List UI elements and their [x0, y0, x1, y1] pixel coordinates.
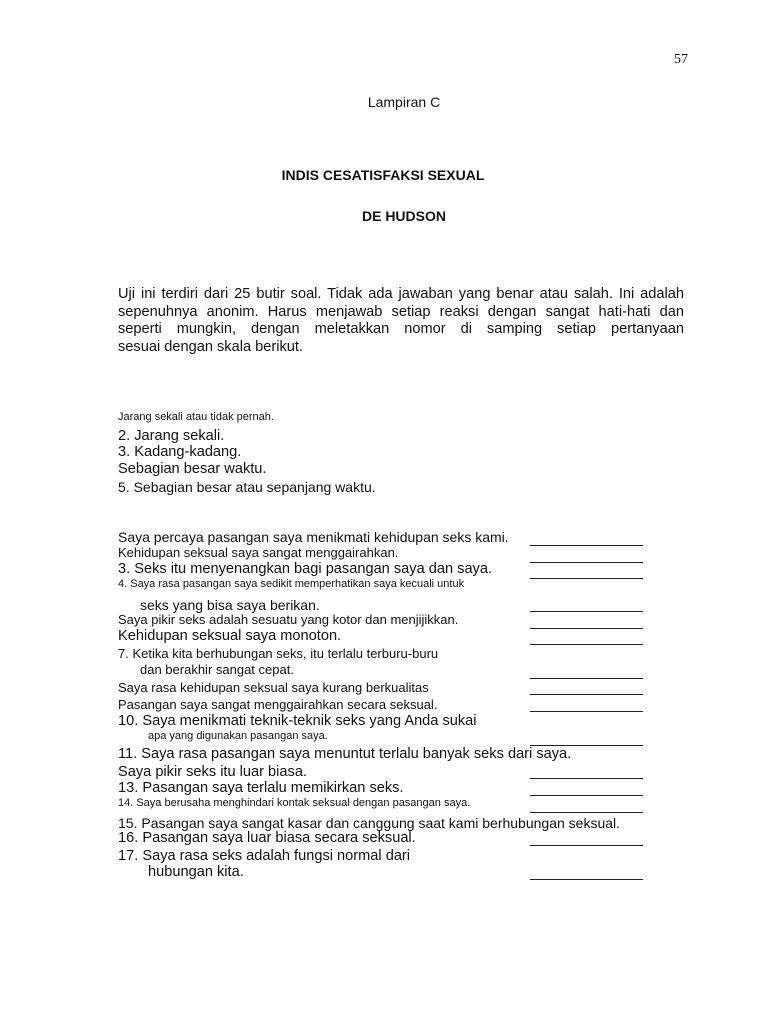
question-item: dan berakhir sangat cepat.	[140, 662, 294, 677]
question-item: Saya pikir seks itu luar biasa.	[118, 764, 307, 780]
intro-line: Uji ini terdiri dari 25 butir soal. Tidak ada jawaban yang benar atau salah. Ini adalah	[118, 286, 684, 302]
question-item: 10. Saya menikmati teknik-teknik seks yang Anda sukai	[118, 713, 477, 729]
scale-item-3: 3. Kadang-kadang.	[118, 444, 242, 460]
scale-item-1: Jarang sekali atau tidak pernah.	[118, 411, 274, 423]
answer-blank[interactable]	[530, 694, 643, 695]
question-item: 4. Saya rasa pasangan saya sedikit memperhatikan saya kecuali untuk	[118, 578, 465, 590]
answer-blank[interactable]	[530, 778, 643, 779]
question-item: Saya percaya pasangan saya menikmati kehidupan seks kami.	[118, 529, 509, 545]
intro-line: seperti mungkin, dengan meletakkan nomor di samping setiap pertanyaan	[118, 321, 684, 337]
question-item: Saya pikir seks adalah sesuatu yang kotor dan menjijikkan.	[118, 612, 459, 627]
answer-blank[interactable]	[530, 879, 643, 880]
question-item: hubungan kita.	[148, 864, 244, 880]
answer-blank[interactable]	[530, 578, 643, 579]
scale-item-5: 5. Sebagian besar atau sepanjang waktu.	[118, 479, 376, 495]
appendix-label: Lampiran C	[367, 94, 441, 110]
question-item: 11. Saya rasa pasangan saya menuntut terlalu banyak seks dari saya.	[118, 746, 572, 762]
answer-blank[interactable]	[530, 628, 643, 629]
scale-item-2: 2. Jarang sekali.	[118, 428, 225, 444]
question-item: Kehidupan seksual saya monoton.	[118, 628, 342, 644]
question-item: 13. Pasangan saya terlalu memikirkan seks.	[118, 780, 404, 796]
question-item: 3. Seks itu menyenangkan bagi pasangan saya dan saya.	[118, 561, 493, 577]
intro-paragraph	[118, 286, 684, 356]
question-item: Saya rasa kehidupan seksual saya kurang berkualitas	[118, 680, 429, 695]
answer-blank[interactable]	[530, 812, 643, 813]
document-title: INDIS CESATISFAKSI SEXUAL	[281, 167, 485, 183]
question-item: apa yang digunakan pasangan saya.	[148, 730, 328, 742]
answer-blank[interactable]	[530, 562, 643, 563]
question-item: seks yang bisa saya berikan.	[140, 597, 320, 613]
intro-line: sepenuhnya anonim. Harus menjawab setiap reaksi dengan sangat hati-hati dan	[118, 303, 684, 320]
document-subtitle: DE HUDSON	[361, 208, 446, 224]
question-item: 17. Saya rasa seks adalah fungsi normal dari	[118, 848, 411, 864]
intro-line: sesuai dengan skala berikut.	[118, 338, 303, 355]
answer-blank[interactable]	[530, 711, 643, 712]
question-item: 7. Ketika kita berhubungan seks, itu terlalu terburu-buru	[118, 646, 439, 661]
answer-blank[interactable]	[530, 644, 643, 645]
answer-blank[interactable]	[530, 678, 643, 679]
question-item: 15. Pasangan saya sangat kasar dan canggung saat kami berhubungan seksual.	[118, 815, 621, 831]
answer-blank[interactable]	[530, 611, 643, 612]
question-item: Pasangan saya sangat menggairahkan secara seksual.	[118, 697, 438, 712]
page-number: 57	[674, 52, 688, 67]
question-item: Kehidupan seksual saya sangat menggairahkan.	[118, 545, 399, 560]
answer-blank[interactable]	[530, 845, 643, 846]
answer-blank[interactable]	[530, 545, 643, 546]
question-item: 16. Pasangan saya luar biasa secara seksual.	[118, 830, 416, 846]
question-item: 14. Saya berusaha menghindari kontak seksual dengan pasangan saya.	[118, 797, 471, 809]
answer-blank[interactable]	[530, 795, 643, 796]
scale-item-4: Sebagian besar waktu.	[118, 461, 267, 477]
answer-blank[interactable]	[530, 745, 643, 746]
